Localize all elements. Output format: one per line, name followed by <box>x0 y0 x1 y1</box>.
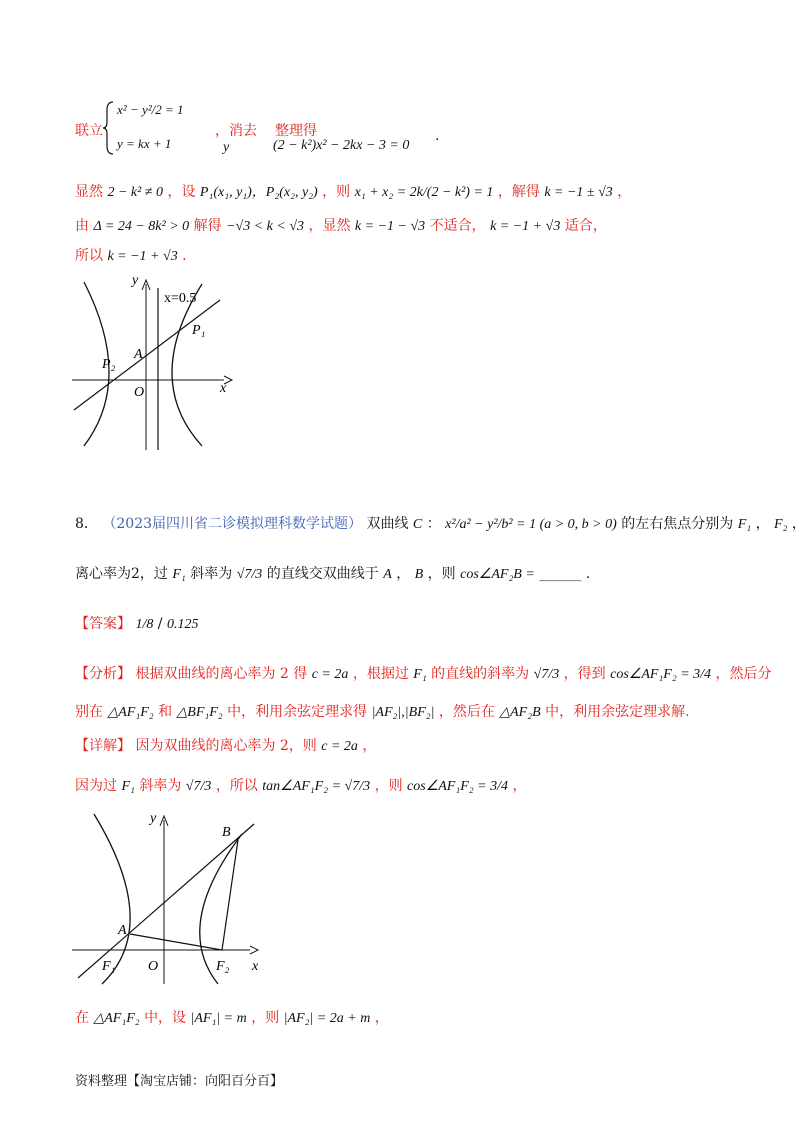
detail-line2 <box>75 776 526 797</box>
x-axis-arrow <box>250 946 258 954</box>
answer-blank: ______ <box>539 566 582 582</box>
line-f1-b <box>78 824 254 978</box>
problem8-line1 <box>75 514 806 535</box>
text: 离心率为2，过 <box>75 566 168 582</box>
text: ，解得 <box>497 184 540 200</box>
answer-value-decimal: 0.125 <box>166 617 199 632</box>
math: 2 − k² ≠ 0 <box>107 185 163 200</box>
math: k = −1 + √3 <box>490 219 561 234</box>
text: . <box>585 566 591 582</box>
math: k = −1 + √3 <box>107 249 178 264</box>
label-p1: P₁ <box>192 323 206 338</box>
var-a: A <box>383 567 392 582</box>
text: 解得 <box>193 218 222 234</box>
analysis-line2 <box>75 702 690 723</box>
text: ，根据过 <box>352 666 409 682</box>
text: ，则 <box>427 566 456 582</box>
label-x: x <box>252 959 259 974</box>
detail-line1 <box>75 736 376 757</box>
math: tan∠AF₁F₂ = √7/3 <box>262 779 371 794</box>
text: 中，利用余弦定理求解. <box>545 704 690 720</box>
secant-line <box>74 300 220 410</box>
label-b: B <box>222 825 231 840</box>
answer-label: 【答案】 <box>75 616 131 632</box>
math: cos∠AF₁F₂ = 3/4 <box>407 779 508 794</box>
last-line <box>75 1008 389 1029</box>
text: 中，利用余弦定理求得 <box>227 704 368 720</box>
line-delta <box>75 216 607 237</box>
math: △BF₁F₂ <box>176 705 223 720</box>
xiaoqu-text: ，消去 <box>215 123 257 139</box>
math: P₁(x₁, y₁)，P₂(x₂, y₂) <box>199 185 318 200</box>
text: ，得到 <box>563 666 606 682</box>
text: 和 <box>158 704 173 720</box>
text: ，然后分 <box>715 666 772 682</box>
figure-hyperbola-1 <box>72 270 242 450</box>
math: |AF₂| = 2a + m <box>283 1011 371 1026</box>
question-expression: cos∠AF₂B = <box>460 567 535 582</box>
label-f1: F₁ <box>102 959 116 974</box>
math: x₁ + x₂ = 2k/(2 − k²) = 1 <box>354 185 494 200</box>
text: 在 <box>75 1010 89 1026</box>
text: 的直线的斜率为 <box>431 666 530 682</box>
label-f2: F₂ <box>216 959 230 974</box>
text: ， <box>396 566 411 582</box>
math: k = −1 − √3 <box>354 219 426 234</box>
text: ， <box>512 778 527 794</box>
text: 别在 <box>75 704 103 720</box>
text: 根据双曲线的离心率为 2 得 <box>135 666 308 682</box>
system-eq2: y = kx + 1 <box>117 136 172 151</box>
problem8-line2 <box>75 564 590 585</box>
label-p2: P₂ <box>102 357 116 372</box>
text: ， <box>362 738 377 754</box>
problem-number: 8． <box>75 516 98 532</box>
text: 斜率为 <box>139 778 182 794</box>
text: . <box>182 248 187 264</box>
answer-slash: / <box>157 616 163 632</box>
var-c: C <box>412 517 423 532</box>
text: ，然后在 <box>438 704 495 720</box>
math: |AF₁| = m <box>190 1011 247 1026</box>
answer-line <box>75 614 198 635</box>
text: 双曲线 <box>366 516 409 532</box>
text: ，显然 <box>308 218 351 234</box>
label-o: O <box>148 959 159 974</box>
var-f1: F₁ <box>172 567 186 582</box>
label-o: O <box>134 385 145 400</box>
math: √7/3 <box>185 779 212 794</box>
text: 所以 <box>75 248 103 264</box>
answer-value-fraction: 1/8 <box>135 617 154 632</box>
slope-value: √7/3 <box>236 567 263 582</box>
text: ，则 <box>374 778 403 794</box>
detail-label: 【详解】 <box>75 738 131 754</box>
text: ，则 <box>322 184 351 200</box>
hyperbola-right-branch <box>172 284 202 446</box>
hyperbola-equation: x²/a² − y²/b² = 1 (a > 0, b > 0) <box>445 517 617 532</box>
math: △AF₂B <box>499 705 541 720</box>
lianli-text: 联立 <box>75 123 103 139</box>
label-x-0-5: x=0.5 <box>164 291 197 306</box>
text: 不适合， <box>429 218 486 234</box>
text: ， <box>791 516 806 532</box>
var-f2: F₂ <box>774 517 788 532</box>
var-f1: F₁ <box>737 517 752 532</box>
zhengli-text: 整理得 <box>275 123 317 139</box>
footer-text: 资料整理【淘宝店铺：向阳百分百】 <box>75 1074 284 1089</box>
math: −√3 < k < √3 <box>226 219 305 234</box>
problem-source: （2023届四川省二诊模拟理科数学试题） <box>102 516 363 532</box>
var-y: y <box>223 140 230 155</box>
system-line <box>75 98 735 158</box>
system-result: (2 − k²)x² − 2kx − 3 = 0 <box>273 138 410 153</box>
line-suoyi <box>75 246 187 267</box>
label-y: y <box>132 273 139 288</box>
segment-a-f2 <box>130 934 222 950</box>
system-eq1: x² − y²/2 = 1 <box>117 102 184 117</box>
text: ，则 <box>251 1010 280 1026</box>
text: 中，设 <box>144 1010 187 1026</box>
label-a: A <box>134 347 143 362</box>
segment-b-f2 <box>222 840 238 950</box>
text: 因为双曲线的离心率为 2，则 <box>135 738 317 754</box>
math: √7/3 <box>533 667 560 682</box>
math: c = 2a <box>311 667 349 682</box>
math: cos∠AF₁F₂ = 3/4 <box>610 667 712 682</box>
text: 由 <box>75 218 89 234</box>
label-x: x <box>220 381 227 396</box>
text: 的直线交双曲线于 <box>266 566 379 582</box>
system-end: . <box>435 128 440 144</box>
math: Δ = 24 − 8k² > 0 <box>93 219 190 234</box>
system-brace <box>103 100 115 156</box>
text: 因为过 <box>75 778 117 794</box>
label-y: y <box>150 811 157 826</box>
text: ，设 <box>167 184 196 200</box>
text: ， <box>374 1010 389 1026</box>
text: ， <box>755 516 770 532</box>
math: △AF₁F₂ <box>107 705 154 720</box>
math: F₁ <box>413 667 427 682</box>
analysis-line1 <box>75 664 772 685</box>
label-a: A <box>118 923 127 938</box>
text: 的左右焦点分别为 <box>621 516 734 532</box>
math: c = 2a <box>321 739 358 754</box>
math: k = −1 ± √3 <box>544 185 613 200</box>
var-b: B <box>414 567 424 582</box>
text: ，所以 <box>215 778 258 794</box>
line-xianran <box>75 182 631 203</box>
text: 适合， <box>564 218 607 234</box>
figure-hyperbola-2 <box>72 806 272 986</box>
text: 显然 <box>75 184 103 200</box>
math: F₁ <box>121 779 135 794</box>
analysis-label: 【分析】 <box>75 666 131 682</box>
math: △AF₁F₂ <box>93 1011 140 1026</box>
text: 斜率为 <box>190 566 233 582</box>
text: ： <box>426 516 441 532</box>
text: ， <box>617 184 632 200</box>
math: |AF₂|,|BF₂| <box>371 705 435 720</box>
